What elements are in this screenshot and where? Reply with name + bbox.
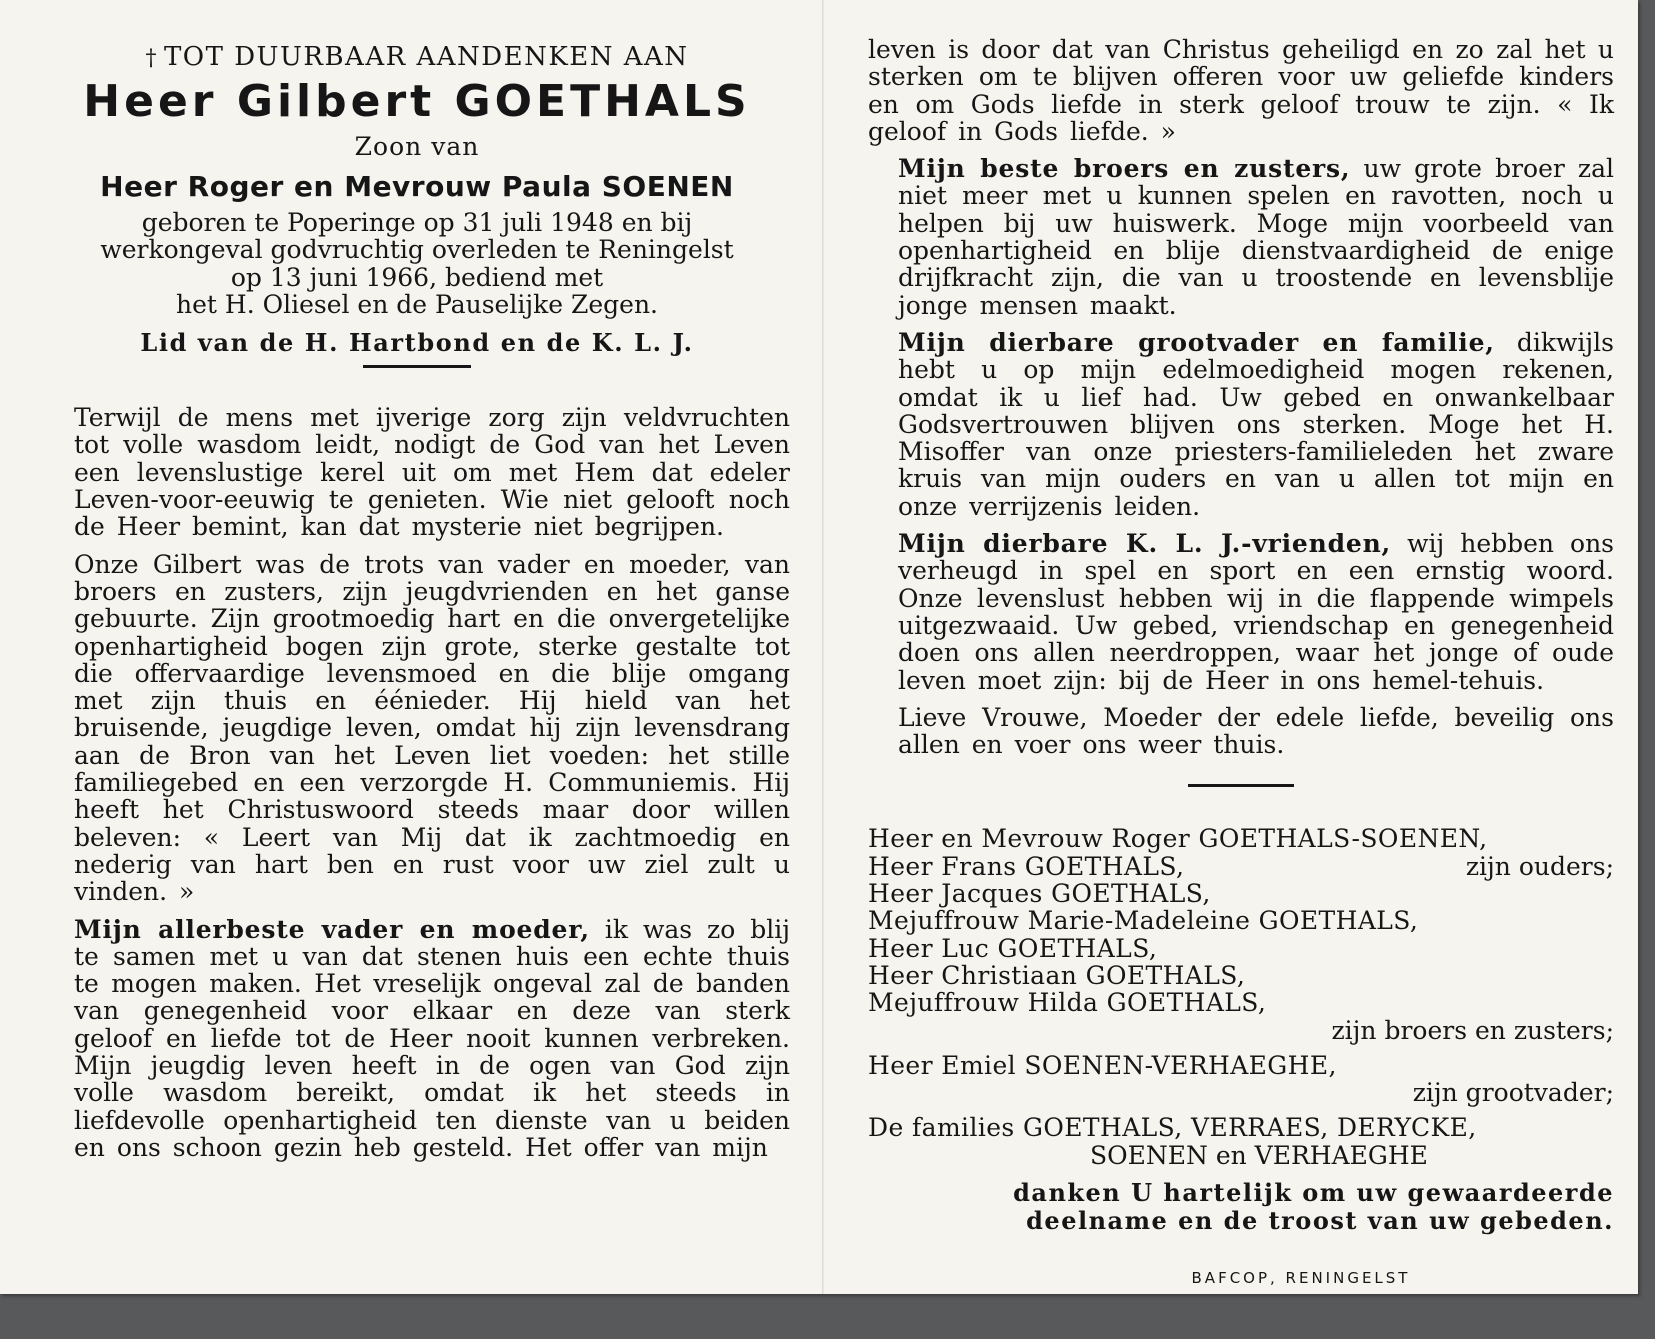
signatures [868,825,1614,1169]
signature-families-2: SOENEN en VERHAEGHE [1090,1140,1428,1170]
paragraph-text [44,916,790,1162]
paragraph-body: wij hebben ons verheugd in spel en sport en een ernstig woord. Onze levenslust hebben wij in die flappende wimpels uitgezwaaid. Uw gebed, vriendschap en genegenheid doen ons allen neerdroppen, waar het jonge of oude leven moet zijn: bij de Heer in ons hemel-tehuis. [898,529,1615,695]
signature-parents: Heer en Mevrouw Roger GOETHALS-SOENEN, [868,824,1488,854]
parents-names: Heer Roger en Mevrouw Paula SOENEN [100,170,734,203]
membership-line: Lid van de H. Hartbond en de K. L. J. [140,328,694,358]
signature-role: zijn broers en zusters; [1331,1015,1614,1045]
signature-role: zijn ouders; [1465,851,1614,881]
son-of-label: Zoon van [354,132,480,161]
paragraph-body: Lieve Vrouwe, Moeder der edele liefde, beveilig ons allen en voer ons weer thuis. [898,702,1614,760]
signature-sibling: Heer Frans GOETHALS, [868,851,1185,881]
paragraph-text [44,551,790,906]
thanks-line: deelname en de troost van uw gebeden. [1026,1205,1614,1235]
paragraph-lead: Mijn beste broers en zusters, [898,154,1351,184]
paragraph-body: leven is door dat van Christus geheiligd en zo zal het u sterken om te blijven offeren voor uw geliefde kinders en om Gods liefde in sterk geloof trouw te zijn. « Ik geloof in Gods liefde. » [868,35,1614,146]
signature-sibling: Heer Christiaan GOETHALS, [868,960,1246,990]
intro-line: werkongeval godvruchtig overleden te Reningelst [100,235,734,265]
paragraph-lead: Mijn dierbare K. L. J.-vrienden, [898,529,1392,559]
signature-sibling: Mejuffrouw Marie-Madeleine GOETHALS, [868,906,1419,936]
paragraph-body: uw grote broer zal niet meer met u kunnen spelen en ravotten, noch u helpen bij uw huiswerk. Moge mijn voorbeeld van openhartigheid en blije dienstvaardigheid de enige drijfkracht zijn, die van u troostende en levensblije jonge mensen maakt. [898,154,1614,320]
signature-sibling: Heer Luc GOETHALS, [868,933,1158,963]
signature-sibling: Heer Jacques GOETHALS, [868,879,1211,909]
paragraph-lead: Mijn allerbeste vader en moeder, [74,914,590,944]
paragraph-body: ik was zo blij te samen met u van dat stenen huis een echte thuis te mogen maken. Het vreselijk ongeval zal de banden van genegenheid voor elkaar en deze van sterk geloof en liefde tot de Heer nooit kunnen verbreken. Mijn jeugdig leven heeft in de ogen van God zijn volle wasdom bereikt, omdat ik het steeds in liefdevolle openhartigheid ten dienste van u beiden en ons schoon gezin heb gesteld. Het offer van mijn [74,914,790,1162]
right-column [868,0,1614,1292]
signature-grandfather: Heer Emiel SOENEN-VERHAEGHE, [868,1050,1337,1080]
paragraph [868,155,1614,319]
signature-role: zijn grootvader; [1412,1078,1614,1108]
paragraph [44,404,790,540]
signature-sibling: Mejuffrouw Hilda GOETHALS, [868,988,1267,1018]
paragraph [868,36,1614,145]
paragraph-body: Onze Gilbert was de trots van vader en moeder, van broers en zusters, zijn jeugdvrienden en het ganse gebuurte. Zijn grootmoedig hart en die onvergetelijke openhartigheid bogen zijn grote, sterke gestalte tot die offervaardige levensmoed en die blije omgang met zijn thuis en éénieder. Hij hield van het bruisende, jeugdige leven, omdat hij zijn levensdrang aan de Bron van het Leven liet voeden: het stille familiegebed en een verzorgde H. Communiemis. Hij heeft het Christuswoord steeds maar door willen beleven: « Leert van Mij dat ik zachtmoedig en nederig van hart ben en rust voor uw ziel zult u vinden. » [74,549,790,907]
paragraph-text [44,404,790,540]
paragraph-body: dikwijls hebt u op mijn edelmoedigheid mogen rekenen, omdat ik u lief had. Uw gebed en onwankelbaar Godsvertrouwen blijven ons sterken. Moge het H. Misoffer van onze priesters-familieleden het zware kruis van mijn ouders en van u allen tot mijn en onze verrijzenis leiden. [898,327,1614,521]
paragraph-text [868,155,1614,319]
printer-credit: BAFCOP, RENINGELST [1191,1268,1411,1287]
cross-icon: † [145,46,158,71]
divider [1188,784,1294,787]
paragraph-body: Terwijl de mens met ijverige zorg zijn veldvruchten tot volle wasdom leidt, nodigt de God van het Leven een levenslustige kerel uit om met Hem dat edeler Leven-voor-eeuwig te genieten. Wie niet gelooft noch de Heer bemint, kan dat mysterie niet begrijpen. [74,403,790,542]
left-column [44,0,790,1161]
paragraph [868,329,1614,520]
card-fold [822,0,824,1294]
intro-line: het H. Oliesel en de Pauselijke Zegen. [176,289,658,319]
paragraph [44,551,790,906]
paragraph [868,530,1614,694]
paragraph [44,916,790,1162]
paragraph-text [868,704,1614,759]
paragraph-text [868,530,1614,694]
thanks-block [868,1179,1614,1235]
intro-line: op 13 juni 1966, bediend met [230,262,604,292]
birth-death-details [44,209,790,318]
header-dedication [44,42,790,74]
paragraph-text [868,329,1614,520]
dedication-text: TOT DUURBAAR AANDENKEN AAN [163,42,689,72]
intro-line: geboren te Poperinge op 31 juli 1948 en bij [141,208,693,237]
divider [363,365,471,368]
signature-families: De families GOETHALS, VERRAES, DERYCKE, [868,1113,1477,1143]
deceased-name: Heer Gilbert GOETHALS [83,76,751,127]
paragraph-lead: Mijn dierbare grootvader en familie, [898,327,1495,357]
paragraph-text [868,36,1614,145]
paragraph [868,704,1614,759]
thanks-line: danken U hartelijk om uw gewaardeerde [1013,1177,1614,1207]
